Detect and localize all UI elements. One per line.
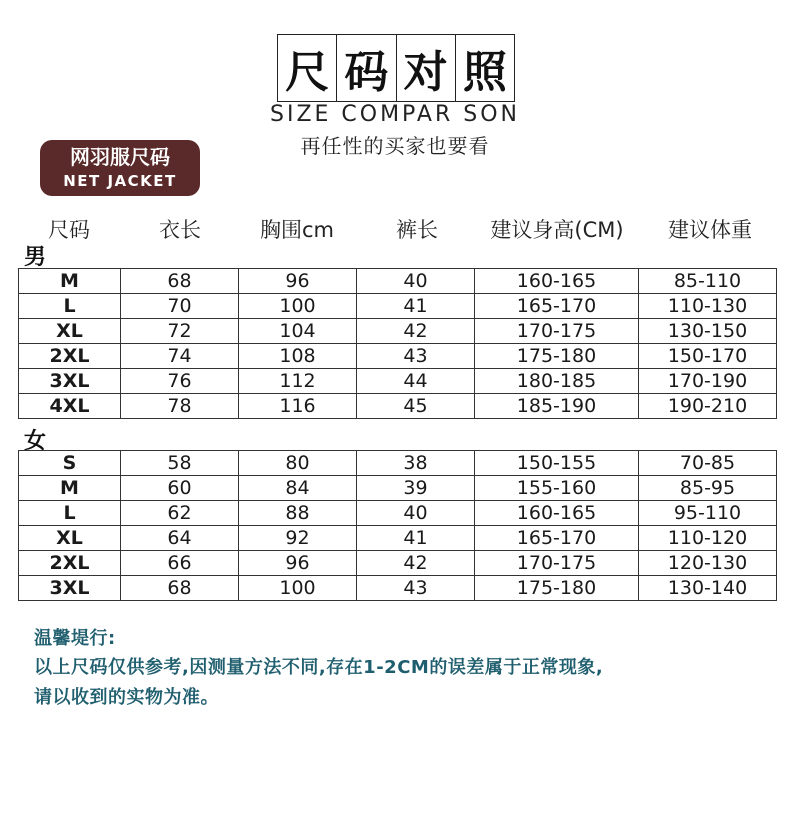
value-cell: 116 <box>239 394 357 419</box>
value-cell: 170-190 <box>639 369 777 394</box>
value-cell: 170-175 <box>475 319 639 344</box>
value-cell: 85-110 <box>639 269 777 294</box>
value-cell: 60 <box>121 476 239 501</box>
value-cell: 68 <box>121 576 239 601</box>
table-row <box>19 476 777 501</box>
table-row <box>19 344 777 369</box>
value-cell: 76 <box>121 369 239 394</box>
title-box <box>277 34 515 102</box>
value-cell: 150-155 <box>475 451 639 476</box>
value-cell: 104 <box>239 319 357 344</box>
product-badge <box>40 140 200 196</box>
value-cell: 180-185 <box>475 369 639 394</box>
table-row <box>19 576 777 601</box>
title-char: 照 <box>462 47 507 98</box>
header-length: 衣长 <box>159 218 201 242</box>
size-cell: 2XL <box>19 551 121 576</box>
table-row <box>19 501 777 526</box>
header-chest: 胸围cm <box>259 218 335 242</box>
value-cell: 100 <box>239 294 357 319</box>
title-char: 对 <box>397 35 456 101</box>
value-cell: 160-165 <box>475 501 639 526</box>
value-cell: 150-170 <box>639 344 777 369</box>
value-cell: 40 <box>357 269 475 294</box>
title-char: 尺 <box>278 35 337 101</box>
value-cell: 43 <box>357 344 475 369</box>
header-size: 尺码 <box>48 218 90 242</box>
value-cell: 110-120 <box>639 526 777 551</box>
size-cell: 2XL <box>19 344 121 369</box>
value-cell: 84 <box>239 476 357 501</box>
value-cell: 66 <box>121 551 239 576</box>
table-row <box>19 394 777 419</box>
value-cell: 130-150 <box>639 319 777 344</box>
subtitle-chinese: 再任性的买家也要看 <box>300 134 490 158</box>
table-row <box>19 451 777 476</box>
value-cell: 175-180 <box>475 344 639 369</box>
value-cell: 70 <box>121 294 239 319</box>
value-cell: 62 <box>121 501 239 526</box>
value-cell: 100 <box>239 576 357 601</box>
header-weight: 建议体重 <box>668 218 752 242</box>
value-cell: 120-130 <box>639 551 777 576</box>
size-cell: S <box>19 451 121 476</box>
size-cell: 3XL <box>19 369 121 394</box>
female-size-table <box>18 450 777 601</box>
value-cell: 42 <box>357 319 475 344</box>
header-pants: 裤长 <box>396 218 438 242</box>
value-cell: 58 <box>121 451 239 476</box>
note-heading: 温馨堤行: <box>34 628 116 649</box>
size-cell: 3XL <box>19 576 121 601</box>
table-row <box>19 526 777 551</box>
size-cell: M <box>19 269 121 294</box>
value-cell: 108 <box>239 344 357 369</box>
value-cell: 185-190 <box>475 394 639 419</box>
female-section-label: 女 <box>24 429 47 454</box>
value-cell: 64 <box>121 526 239 551</box>
value-cell: 45 <box>357 394 475 419</box>
value-cell: 40 <box>357 501 475 526</box>
size-cell: 4XL <box>19 394 121 419</box>
value-cell: 130-140 <box>639 576 777 601</box>
subtitle-english: SIZE COMPAR SON <box>269 102 520 127</box>
value-cell: 43 <box>357 576 475 601</box>
note-line: 请以收到的实物为准。 <box>34 687 219 708</box>
value-cell: 78 <box>121 394 239 419</box>
male-size-table <box>18 268 777 419</box>
value-cell: 155-160 <box>475 476 639 501</box>
note-line: 以上尺码仅供参考,因测量方法不同,存在1-2CM的误差属于正常现象, <box>34 657 604 678</box>
value-cell: 42 <box>357 551 475 576</box>
column-headers <box>0 214 790 246</box>
value-cell: 41 <box>357 526 475 551</box>
value-cell: 44 <box>357 369 475 394</box>
value-cell: 170-175 <box>475 551 639 576</box>
table-row <box>19 551 777 576</box>
value-cell: 85-95 <box>639 476 777 501</box>
value-cell: 68 <box>121 269 239 294</box>
table-row <box>19 369 777 394</box>
value-cell: 41 <box>357 294 475 319</box>
value-cell: 110-130 <box>639 294 777 319</box>
value-cell: 88 <box>239 501 357 526</box>
header-height: 建议身高(CM) <box>490 218 624 242</box>
value-cell: 165-170 <box>475 294 639 319</box>
table-row <box>19 294 777 319</box>
table-row <box>19 269 777 294</box>
male-section-label: 男 <box>24 245 47 270</box>
size-cell: XL <box>19 319 121 344</box>
value-cell: 72 <box>121 319 239 344</box>
value-cell: 74 <box>121 344 239 369</box>
title-char: 码 <box>337 35 396 101</box>
value-cell: 112 <box>239 369 357 394</box>
size-cell: L <box>19 294 121 319</box>
size-cell: M <box>19 476 121 501</box>
value-cell: 96 <box>239 551 357 576</box>
table-row <box>19 319 777 344</box>
value-cell: 38 <box>357 451 475 476</box>
value-cell: 175-180 <box>475 576 639 601</box>
value-cell: 39 <box>357 476 475 501</box>
badge-chinese: 网羽服尺码 <box>70 145 170 169</box>
size-cell: L <box>19 501 121 526</box>
value-cell: 96 <box>239 269 357 294</box>
value-cell: 70-85 <box>639 451 777 476</box>
value-cell: 160-165 <box>475 269 639 294</box>
size-cell: XL <box>19 526 121 551</box>
value-cell: 80 <box>239 451 357 476</box>
badge-english: NET JACKET <box>63 172 177 190</box>
value-cell: 165-170 <box>475 526 639 551</box>
value-cell: 190-210 <box>639 394 777 419</box>
value-cell: 95-110 <box>639 501 777 526</box>
value-cell: 92 <box>239 526 357 551</box>
